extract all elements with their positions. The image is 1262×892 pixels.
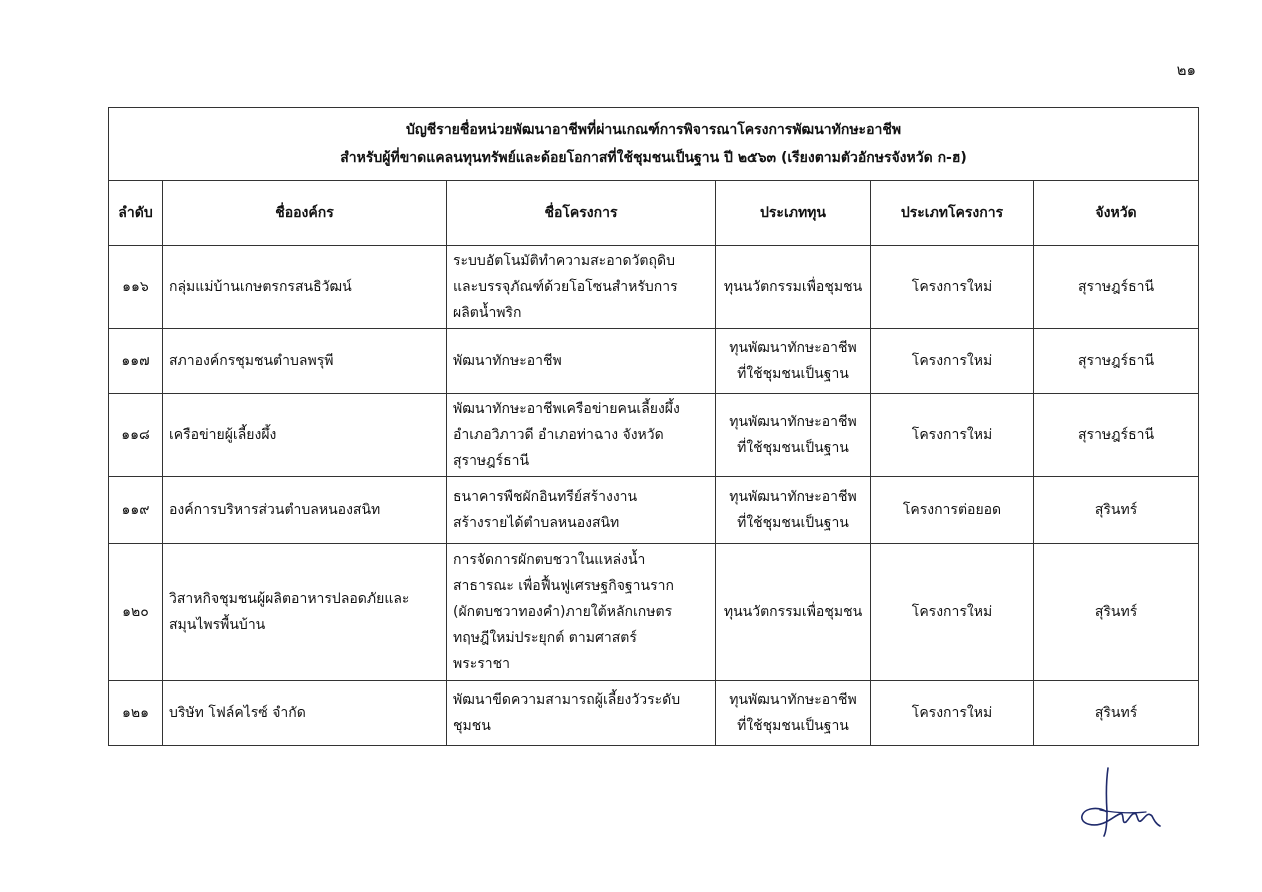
cell-fund-type: ทุนพัฒนาทักษะอาชีพ ที่ใช้ชุมชนเป็นฐาน [716, 394, 871, 477]
cell-org: วิสาหกิจชุมชนผู้ผลิตอาหารปลอดภัยและ สมุนไพรพื้นบ้าน [163, 544, 447, 681]
cell-province: สุรินทร์ [1034, 477, 1199, 544]
table-row [109, 394, 1199, 477]
cell-fund-type: ทุนนวัตกรรมเพื่อชุมชน [716, 246, 871, 329]
cell-project: พัฒนาทักษะอาชีพ [447, 329, 716, 394]
cell-province: สุราษฎร์ธานี [1034, 246, 1199, 329]
cell-project-type: โครงการใหม่ [871, 246, 1034, 329]
cell-project-type: โครงการใหม่ [871, 544, 1034, 681]
cell-province: สุราษฎร์ธานี [1034, 329, 1199, 394]
cell-org: องค์การบริหารส่วนตำบลหนองสนิท [163, 477, 447, 544]
cell-org: สภาองค์กรชุมชนตำบลพรุพี [163, 329, 447, 394]
cell-province: สุรินทร์ [1034, 681, 1199, 746]
cell-fund-type: ทุนพัฒนาทักษะอาชีพ ที่ใช้ชุมชนเป็นฐาน [716, 329, 871, 394]
signature-icon [1076, 762, 1168, 842]
title-line-1: บัญชีรายชื่อหน่วยพัฒนาอาชีพที่ผ่านเกณฑ์การพิจารณาโครงการพัฒนาทักษะอาชีพ [405, 122, 902, 138]
header-province: จังหวัด [1034, 181, 1199, 246]
header-project: ชื่อโครงการ [447, 181, 716, 246]
page-number: ๒๑ [1176, 61, 1196, 79]
cell-project: พัฒนาขีดความสามารถผู้เลี้ยงวัวระดับ ชุมชน [447, 681, 716, 746]
cell-fund-type: ทุนพัฒนาทักษะอาชีพ ที่ใช้ชุมชนเป็นฐาน [716, 477, 871, 544]
document-title [109, 108, 1199, 181]
cell-seq: ๑๒๑ [109, 681, 163, 746]
cell-province: สุราษฎร์ธานี [1034, 394, 1199, 477]
cell-project-type: โครงการต่อยอด [871, 477, 1034, 544]
table-row [109, 329, 1199, 394]
cell-org: บริษัท โฟล์คไรซ์ จำกัด [163, 681, 447, 746]
table-row [109, 246, 1199, 329]
cell-province: สุรินทร์ [1034, 544, 1199, 681]
cell-org: กลุ่มแม่บ้านเกษตรกรสนธิวัฒน์ [163, 246, 447, 329]
cell-org: เครือข่ายผู้เลี้ยงผึ้ง [163, 394, 447, 477]
cell-seq: ๑๑๘ [109, 394, 163, 477]
cell-project: ธนาคารพืชผักอินทรีย์สร้างงาน สร้างรายได้ตำบลหนองสนิท [447, 477, 716, 544]
table-header-row [109, 181, 1199, 246]
cell-project-type: โครงการใหม่ [871, 329, 1034, 394]
cell-fund-type: ทุนพัฒนาทักษะอาชีพ ที่ใช้ชุมชนเป็นฐาน [716, 681, 871, 746]
cell-project: การจัดการผักตบชวาในแหล่งน้ำ สาธารณะ เพื่อฟื้นฟูเศรษฐกิจฐานราก (ผักตบชวาทองคำ)ภายใต้หลักเกษตร ทฤษฎีใหม่ประยุกต์ ตามศาสตร์ พระราชา [447, 544, 716, 681]
cell-project: ระบบอัตโนมัติทำความสะอาดวัตถุดิบ และบรรจุภัณฑ์ด้วยโอโซนสำหรับการ ผลิตน้ำพริก [447, 246, 716, 329]
header-seq: ลำดับ [109, 181, 163, 246]
header-project-type: ประเภทโครงการ [871, 181, 1034, 246]
project-roster-table [108, 107, 1199, 746]
table-row [109, 544, 1199, 681]
table-row [109, 477, 1199, 544]
cell-seq: ๑๑๖ [109, 246, 163, 329]
cell-seq: ๑๑๗ [109, 329, 163, 394]
table-row [109, 681, 1199, 746]
cell-fund-type: ทุนนวัตกรรมเพื่อชุมชน [716, 544, 871, 681]
cell-project: พัฒนาทักษะอาชีพเครือข่ายคนเลี้ยงผึ้ง อำเภอวิภาวดี อำเภอท่าฉาง จังหวัด สุราษฎร์ธานี [447, 394, 716, 477]
cell-project-type: โครงการใหม่ [871, 681, 1034, 746]
title-line-2: สำหรับผู้ที่ขาดแคลนทุนทรัพย์และด้อยโอกาสที่ใช้ชุมชนเป็นฐาน ปี ๒๕๖๓ (เรียงตามตัวอักษรจังหวัด ก-ฮ) [340, 150, 967, 166]
cell-seq: ๑๒๐ [109, 544, 163, 681]
header-org: ชื่อองค์กร [163, 181, 447, 246]
cell-project-type: โครงการใหม่ [871, 394, 1034, 477]
cell-seq: ๑๑๙ [109, 477, 163, 544]
header-fund-type: ประเภททุน [716, 181, 871, 246]
